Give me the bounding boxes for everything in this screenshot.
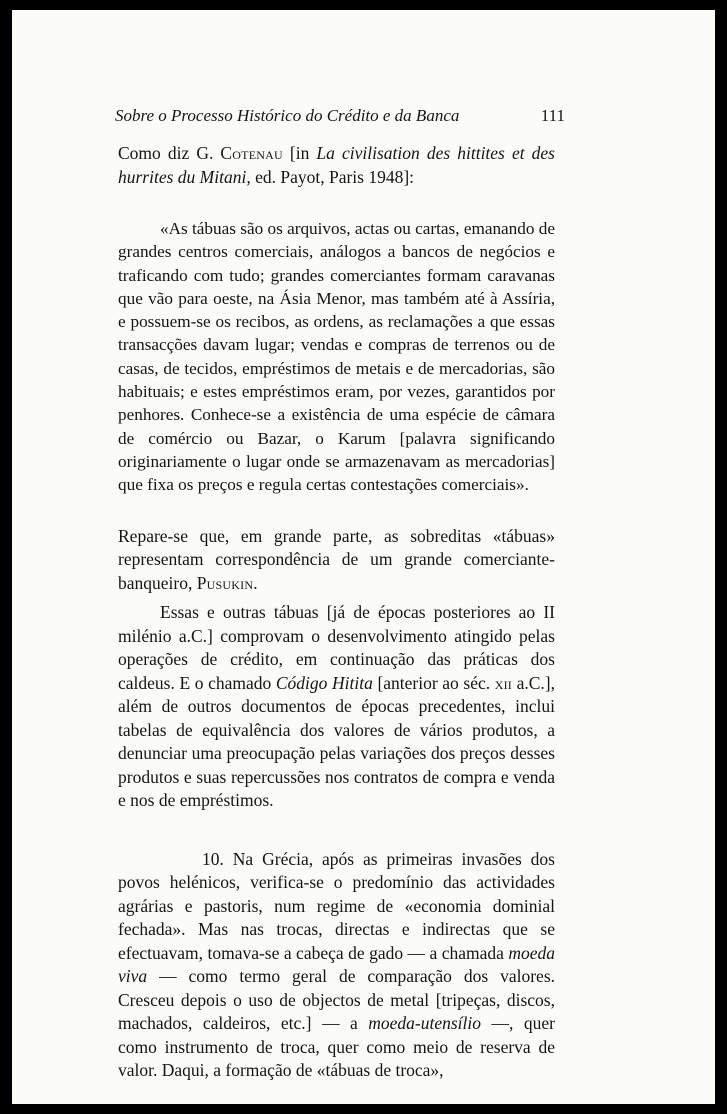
- paragraph-hittite-code: [118, 601, 555, 813]
- intro-text-middle: [in: [282, 143, 317, 163]
- page-number: 111: [540, 106, 565, 125]
- paragraph-hittite-start: Essas e outras tábuas [já de épocas posteriores ao II milénio a.C.] comprovam o desenvolvimento atingido pelas operações de crédito, em continuação das práticas dos caldeus. E o chamado: [118, 602, 555, 693]
- intro-text-end: ed. Payot, Paris 1948]:: [250, 166, 415, 187]
- paragraph-pusukin-end: .: [253, 572, 258, 593]
- paragraph-hittite-middle: [anterior ao séc.: [372, 672, 495, 693]
- paragraph-greece-start: Na Grécia, após as primeiras invasões dos povos helénicos, verifica-se o predomínio das actividades agrárias e pastoris, num regime de «economia dominial fechada». Mas nas trocas, directas e indirectas que se efectuavam, tomava-se a cabeça de gado — a chamada: [118, 848, 555, 963]
- paragraph-pusukin: [118, 525, 555, 596]
- paragraph-greece-end: —, quer como instrumento de troca, quer como meio de reserva de valor. Daqui, a formação de «tábuas de troca»,: [118, 1013, 555, 1081]
- merchant-name: Pusukin: [196, 572, 254, 593]
- intro-paragraph: [118, 142, 555, 189]
- running-header-title: Sobre o Processo Histórico do Crédito e da Banca: [115, 106, 460, 125]
- term-utensil-money: moeda-utensílio: [368, 1013, 482, 1034]
- paragraph-greece-middle: — como termo geral de comparação dos valores. Cresceu depois o uso de objectos de metal [tripeças, discos, machados, caldeiros, etc.] — a: [118, 966, 555, 1034]
- cited-work-title: La civilisation des hittites et des hurrites du Mitani,: [118, 143, 555, 187]
- paragraph-greece: [118, 848, 555, 1083]
- hittite-code-title: Código Hitita: [275, 672, 373, 693]
- paragraph-pusukin-text: Repare-se que, em grande parte, as sobreditas «tábuas» representam correspondência de um grande comerciante-banqueiro,: [118, 525, 555, 593]
- century-numeral: xii: [494, 672, 512, 693]
- page-body: [118, 142, 555, 1083]
- paragraph-hittite-end: a.C.], além de outros documentos de épocas precedentes, inclui tabelas de equivalência dos valores de vários produtos, a denunciar uma preocupação pelas variações dos preços desses produtos e suas repercussões nos contratos de compra e venda e nos de empréstimos.: [118, 672, 555, 811]
- term-living-money: moeda viva: [118, 942, 555, 987]
- author-name: Cotenau: [220, 143, 283, 163]
- intro-text-start: Como diz G.: [118, 143, 221, 163]
- running-header: [115, 103, 565, 129]
- book-page: [12, 10, 715, 1104]
- quoted-text: «As tábuas são os arquivos, actas ou cartas, emanando de grandes centros comerciais, análogos a bancos de negócios e traficando com tudo; grandes comerciantes formam caravanas que vão para oeste, na Ásia Menor, mas também até à Assíria, e possuem-se os recibos, as ordens, as reclamações a que essas transacções davam lugar; vendas e compras de terrenos ou de casas, de tecidos, empréstimos de metais e de mercadorias, são habituais; e estes empréstimos eram, por vezes, garantidos por penhores. Conhece-se a existência de uma espécie de câmara de comércio ou Bazar, o Karum [palavra significando originariamente o lugar onde se armazenavam as mercadorias] que fixa os preços e regula certas contestações comerciais».: [118, 219, 555, 495]
- section-number: 10.: [202, 848, 224, 869]
- block-quote: [118, 217, 555, 497]
